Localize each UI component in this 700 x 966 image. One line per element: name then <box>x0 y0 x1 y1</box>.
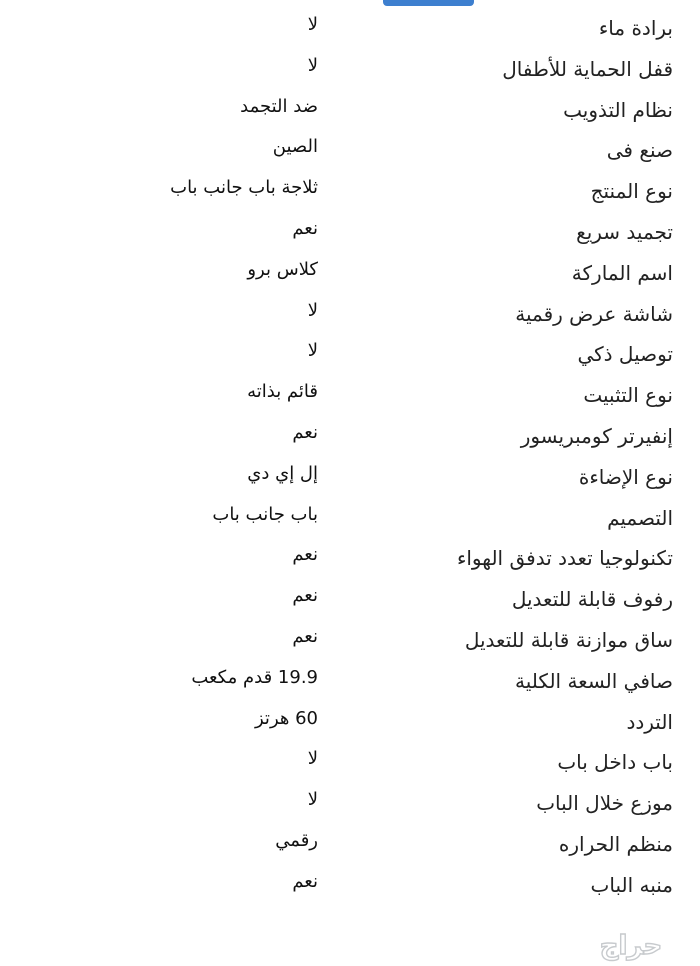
spec-row <box>0 294 700 335</box>
spec-label: نوع التثبيت <box>583 383 673 408</box>
spec-row <box>0 334 700 375</box>
spec-list <box>0 8 700 906</box>
spec-row <box>0 579 700 620</box>
spec-label: منبه الباب <box>590 872 673 897</box>
spec-label: تكنولوجيا تعدد تدفق الهواء <box>456 546 673 571</box>
spec-row <box>0 661 700 702</box>
spec-label: صافي السعة الكلية <box>515 668 673 693</box>
spec-row <box>0 90 700 131</box>
spec-row <box>0 620 700 661</box>
spec-value: لا <box>307 299 318 321</box>
spec-label: منظم الحراره <box>558 831 673 856</box>
spec-value: نعم <box>292 217 318 239</box>
spec-value: الصين <box>272 136 318 158</box>
spec-value: لا <box>307 789 318 811</box>
spec-label: شاشة عرض رقمية <box>515 301 673 326</box>
spec-value: 60 هرتز <box>255 707 318 729</box>
spec-row <box>0 130 700 171</box>
spec-label: نوع الإضاءة <box>578 464 673 489</box>
spec-label: موزع خلال الباب <box>536 791 673 816</box>
spec-label: نظام التذويب <box>563 97 673 122</box>
spec-label: باب داخل باب <box>557 750 673 775</box>
spec-label: التردد <box>626 709 673 734</box>
spec-value: نعم <box>292 625 318 647</box>
spec-label: اسم الماركة <box>571 260 673 285</box>
spec-value: نعم <box>292 870 318 892</box>
spec-row <box>0 457 700 498</box>
spec-value: إل إي دي <box>247 462 318 484</box>
spec-row <box>0 171 700 212</box>
spec-value: لا <box>307 54 318 76</box>
spec-row <box>0 375 700 416</box>
spec-label: نوع المنتج <box>590 179 673 204</box>
spec-value: لا <box>307 748 318 770</box>
spec-value: باب جانب باب <box>212 503 318 525</box>
spec-value: لا <box>307 340 318 362</box>
spec-label: قفل الحماية للأطفال <box>502 56 673 81</box>
watermark-text: حراج <box>599 931 663 961</box>
spec-label: ساق موازنة قابلة للتعديل <box>464 627 673 652</box>
spec-label: رفوف قابلة للتعديل <box>511 587 673 612</box>
spec-row <box>0 8 700 49</box>
spec-label: صنع فى <box>606 138 673 163</box>
spec-value: نعم <box>292 421 318 443</box>
spec-row <box>0 498 700 539</box>
spec-value: 19.9 قدم مكعب <box>191 666 318 688</box>
spec-label: برادة ماء <box>598 16 673 40</box>
spec-row <box>0 212 700 253</box>
spec-label: توصيل ذكي <box>577 342 673 367</box>
scroll-indicator <box>383 0 474 6</box>
spec-value: ضد التجمد <box>240 95 318 117</box>
spec-label: تجميد سريع <box>576 219 673 244</box>
spec-row <box>0 702 700 743</box>
spec-row <box>0 253 700 294</box>
spec-value: نعم <box>292 585 318 607</box>
spec-row <box>0 416 700 457</box>
spec-value: لا <box>307 14 318 35</box>
spec-label: التصميم <box>607 505 673 530</box>
watermark-logo <box>572 930 690 962</box>
spec-row <box>0 865 700 906</box>
spec-value: نعم <box>292 544 318 566</box>
spec-row <box>0 824 700 865</box>
spec-value: كلاس برو <box>247 258 318 280</box>
spec-row <box>0 49 700 90</box>
spec-value: ثلاجة باب جانب باب <box>170 177 318 199</box>
spec-row <box>0 538 700 579</box>
spec-row <box>0 742 700 783</box>
spec-value: رقمي <box>275 829 318 851</box>
spec-value: قائم بذاته <box>247 381 318 403</box>
spec-row <box>0 783 700 824</box>
spec-label: إنفيرتر كومبريسور <box>520 423 673 448</box>
